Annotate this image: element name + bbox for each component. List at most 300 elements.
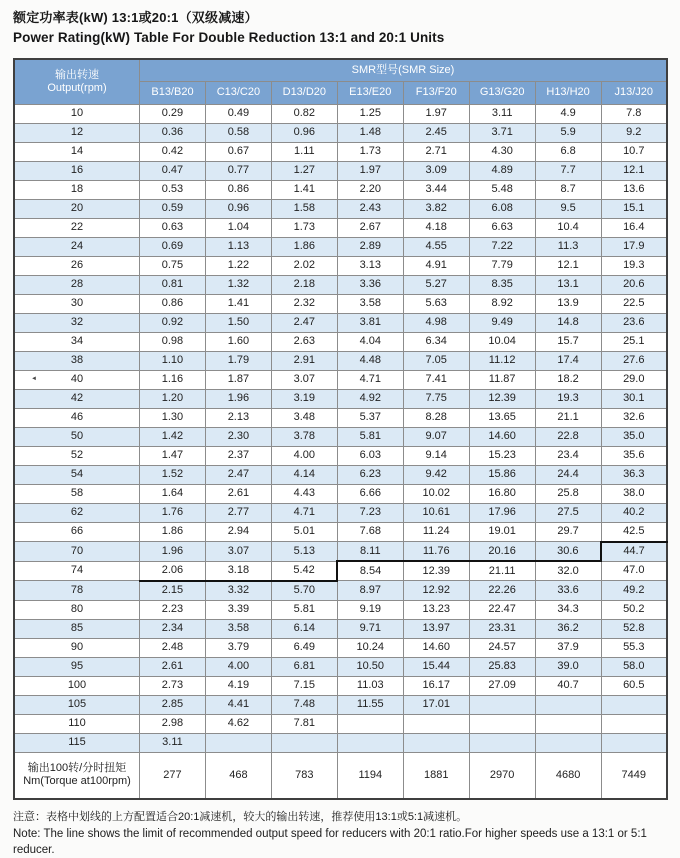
table-cell: 2.73 <box>140 676 206 695</box>
table-cell: 11.3 <box>535 237 601 256</box>
table-cell: 9.2 <box>601 123 667 142</box>
table-cell: 2.15 <box>140 581 206 601</box>
table-cell: 32.0 <box>535 561 601 581</box>
table-cell: 7.75 <box>403 389 469 408</box>
torque-value-cell: 7449 <box>601 752 667 799</box>
table-cell: 5.01 <box>271 522 337 542</box>
table-cell: 36.3 <box>601 465 667 484</box>
table-cell: 4.04 <box>337 332 403 351</box>
table-cell: 0.59 <box>140 199 206 218</box>
table-row <box>14 313 667 332</box>
table-cell: 1.50 <box>205 313 271 332</box>
table-cell: 14.8 <box>535 313 601 332</box>
table-cell: 3.39 <box>205 600 271 619</box>
table-cell: 8.28 <box>403 408 469 427</box>
table-cell: 0.96 <box>205 199 271 218</box>
table-cell: 13.6 <box>601 180 667 199</box>
table-cell-limit-line: 2.06 <box>140 561 206 581</box>
corner-header <box>14 59 140 104</box>
table-cell <box>403 733 469 752</box>
table-cell: 1.86 <box>140 522 206 542</box>
table-cell: 0.42 <box>140 142 206 161</box>
table-row <box>14 389 667 408</box>
table-row <box>14 522 667 542</box>
column-header: B13/B20 <box>140 81 206 104</box>
table-cell: 2.71 <box>403 142 469 161</box>
table-row <box>14 275 667 294</box>
row-label: 52 <box>14 446 140 465</box>
table-cell: 1.13 <box>205 237 271 256</box>
table-cell: 3.44 <box>403 180 469 199</box>
table-row <box>14 180 667 199</box>
table-cell: 2.13 <box>205 408 271 427</box>
row-label: 14 <box>14 142 140 161</box>
table-cell-limit-line: 20.16 <box>469 542 535 562</box>
table-cell: 1.86 <box>271 237 337 256</box>
table-cell: 9.14 <box>403 446 469 465</box>
table-cell: 29.0 <box>601 370 667 389</box>
table-cell: 0.81 <box>140 275 206 294</box>
table-cell: 29.7 <box>535 522 601 542</box>
table-cell: 0.82 <box>271 104 337 123</box>
table-row <box>14 218 667 237</box>
table-cell: 6.03 <box>337 446 403 465</box>
torque-label-zh: 输出100转/分时扭矩 <box>27 762 127 774</box>
table-row <box>14 332 667 351</box>
table-cell: 3.09 <box>403 161 469 180</box>
table-cell-limit-line: 3.18 <box>205 561 271 581</box>
table-cell: 33.6 <box>535 581 601 601</box>
table-cell: 0.47 <box>140 161 206 180</box>
table-cell: 0.96 <box>271 123 337 142</box>
table-cell: 22.8 <box>535 427 601 446</box>
table-cell: 2.02 <box>271 256 337 275</box>
row-label: 50 <box>14 427 140 446</box>
table-cell: 3.82 <box>403 199 469 218</box>
row-label: 16 <box>14 161 140 180</box>
table-row <box>14 733 667 752</box>
column-header: F13/F20 <box>403 81 469 104</box>
table-cell <box>535 714 601 733</box>
table-cell: 2.63 <box>271 332 337 351</box>
table-cell: 15.1 <box>601 199 667 218</box>
table-cell: 7.41 <box>403 370 469 389</box>
table-cell: 17.01 <box>403 695 469 714</box>
row-label: 54 <box>14 465 140 484</box>
table-cell: 3.36 <box>337 275 403 294</box>
page-titles <box>0 0 680 45</box>
table-cell: 0.77 <box>205 161 271 180</box>
table-cell: 4.14 <box>271 465 337 484</box>
table-cell: 27.5 <box>535 503 601 522</box>
table-cell: 0.98 <box>140 332 206 351</box>
table-cell: 19.3 <box>601 256 667 275</box>
table-cell: 7.23 <box>337 503 403 522</box>
table-cell: 12.92 <box>403 581 469 601</box>
table-cell: 11.87 <box>469 370 535 389</box>
row-label: 105 <box>14 695 140 714</box>
table-row <box>14 714 667 733</box>
table-header <box>14 59 667 104</box>
table-cell: 2.45 <box>403 123 469 142</box>
table-cell: 7.48 <box>271 695 337 714</box>
table-cell: 7.79 <box>469 256 535 275</box>
table-cell: 4.71 <box>271 503 337 522</box>
table-cell: 8.35 <box>469 275 535 294</box>
table-cell: 10.7 <box>601 142 667 161</box>
table-cell: 10.61 <box>403 503 469 522</box>
table-cell: 1.87 <box>205 370 271 389</box>
row-label: 100 <box>14 676 140 695</box>
table-cell <box>535 733 601 752</box>
table-cell: 16.80 <box>469 484 535 503</box>
table-cell: 3.78 <box>271 427 337 446</box>
table-cell: 17.9 <box>601 237 667 256</box>
table-cell: 13.23 <box>403 600 469 619</box>
table-cell: 3.19 <box>271 389 337 408</box>
table-cell: 1.25 <box>337 104 403 123</box>
table-body <box>14 104 667 752</box>
table-cell: 14.60 <box>469 427 535 446</box>
table-cell: 7.68 <box>337 522 403 542</box>
row-label: 74 <box>14 561 140 581</box>
table-cell: 1.47 <box>140 446 206 465</box>
column-header: H13/H20 <box>535 81 601 104</box>
table-cell: 25.8 <box>535 484 601 503</box>
table-cell: 55.3 <box>601 638 667 657</box>
table-cell-limit-line: 8.11 <box>337 542 403 562</box>
row-label: 12 <box>14 123 140 142</box>
table-cell: 22.26 <box>469 581 535 601</box>
table-cell: 1.11 <box>271 142 337 161</box>
table-cell <box>469 733 535 752</box>
table-cell: 0.69 <box>140 237 206 256</box>
table-cell: 40.7 <box>535 676 601 695</box>
table-cell: 1.30 <box>140 408 206 427</box>
table-cell: 1.64 <box>140 484 206 503</box>
table-row <box>14 484 667 503</box>
table-cell: 0.75 <box>140 256 206 275</box>
table-row <box>14 370 667 389</box>
table-cell: 1.10 <box>140 351 206 370</box>
table-cell: 1.73 <box>337 142 403 161</box>
table-cell: 0.36 <box>140 123 206 142</box>
table-cell: 2.20 <box>337 180 403 199</box>
table-cell: 0.29 <box>140 104 206 123</box>
table-cell: 4.55 <box>403 237 469 256</box>
torque-value-cell: 4680 <box>535 752 601 799</box>
table-cell: 40.2 <box>601 503 667 522</box>
row-label: 38 <box>14 351 140 370</box>
table-footer <box>14 752 667 799</box>
table-cell: 3.32 <box>205 581 271 601</box>
table-cell: 1.32 <box>205 275 271 294</box>
table-cell: 7.05 <box>403 351 469 370</box>
table-cell: 3.13 <box>337 256 403 275</box>
table-cell <box>601 714 667 733</box>
row-label: 28 <box>14 275 140 294</box>
table-cell: 11.55 <box>337 695 403 714</box>
table-row <box>14 561 667 581</box>
table-cell: 8.97 <box>337 581 403 601</box>
table-cell: 4.41 <box>205 695 271 714</box>
column-header: G13/G20 <box>469 81 535 104</box>
table-cell: 0.92 <box>140 313 206 332</box>
table-cell: 24.4 <box>535 465 601 484</box>
table-cell: 5.13 <box>271 542 337 562</box>
corner-header-en: Output(rpm) <box>47 81 107 94</box>
table-cell: 1.73 <box>271 218 337 237</box>
table-cell: 4.62 <box>205 714 271 733</box>
table-cell: 7.81 <box>271 714 337 733</box>
table-cell <box>403 714 469 733</box>
table-cell: 30.1 <box>601 389 667 408</box>
torque-value-cell: 1881 <box>403 752 469 799</box>
table-cell: 1.52 <box>140 465 206 484</box>
table-cell: 2.37 <box>205 446 271 465</box>
table-cell: 2.85 <box>140 695 206 714</box>
table-cell: 27.09 <box>469 676 535 695</box>
table-cell: 19.01 <box>469 522 535 542</box>
table-cell: 1.41 <box>205 294 271 313</box>
table-cell-limit-line: 8.54 <box>337 561 403 581</box>
table-cell: 58.0 <box>601 657 667 676</box>
smr-size-group-header: SMR型号(SMR Size) <box>140 59 668 81</box>
table-row <box>14 237 667 256</box>
row-label: 40 ◄ <box>14 370 140 389</box>
row-label: 20 <box>14 199 140 218</box>
table-cell: 0.86 <box>205 180 271 199</box>
table-cell: 0.58 <box>205 123 271 142</box>
table-cell: 4.92 <box>337 389 403 408</box>
table-row <box>14 256 667 275</box>
table-cell: 2.48 <box>140 638 206 657</box>
table-cell: 4.30 <box>469 142 535 161</box>
table-row <box>14 294 667 313</box>
table-cell: 4.19 <box>205 676 271 695</box>
table-cell <box>469 695 535 714</box>
table-cell: 6.23 <box>337 465 403 484</box>
table-cell: 9.71 <box>337 619 403 638</box>
table-cell: 10.24 <box>337 638 403 657</box>
footnotes <box>13 810 680 858</box>
table-cell: 11.24 <box>403 522 469 542</box>
table-cell: 2.18 <box>271 275 337 294</box>
table-cell: 1.41 <box>271 180 337 199</box>
page-title-english: Power Rating(kW) Table For Double Reduction 13:1 and 20:1 Units <box>13 30 445 45</box>
table-cell: 1.60 <box>205 332 271 351</box>
table-cell: 6.63 <box>469 218 535 237</box>
table-cell-limit-line: 11.76 <box>403 542 469 562</box>
table-cell: 2.47 <box>271 313 337 332</box>
table-cell: 1.04 <box>205 218 271 237</box>
table-cell: 1.97 <box>403 104 469 123</box>
table-cell: 3.48 <box>271 408 337 427</box>
table-row <box>14 600 667 619</box>
table-row <box>14 161 667 180</box>
row-label: 46 <box>14 408 140 427</box>
table-cell: 2.61 <box>205 484 271 503</box>
table-cell: 5.48 <box>469 180 535 199</box>
table-row <box>14 542 667 562</box>
table-row <box>14 638 667 657</box>
table-cell: 4.91 <box>403 256 469 275</box>
table-row <box>14 123 667 142</box>
table-cell: 5.63 <box>403 294 469 313</box>
table-cell <box>205 733 271 752</box>
table-cell: 3.58 <box>337 294 403 313</box>
table-cell: 3.79 <box>205 638 271 657</box>
row-label: 30 <box>14 294 140 313</box>
table-cell: 5.27 <box>403 275 469 294</box>
table-cell: 9.19 <box>337 600 403 619</box>
row-label: 90 <box>14 638 140 657</box>
table-cell: 2.98 <box>140 714 206 733</box>
table-cell: 10.4 <box>535 218 601 237</box>
table-cell: 9.42 <box>403 465 469 484</box>
table-cell: 11.12 <box>469 351 535 370</box>
table-cell: 7.7 <box>535 161 601 180</box>
column-header: E13/E20 <box>337 81 403 104</box>
table-cell: 49.2 <box>601 581 667 601</box>
table-cell: 5.9 <box>535 123 601 142</box>
table-row <box>14 676 667 695</box>
table-cell: 2.94 <box>205 522 271 542</box>
torque-value-cell: 2970 <box>469 752 535 799</box>
table-row <box>14 104 667 123</box>
table-cell: 3.07 <box>271 370 337 389</box>
table-row <box>14 503 667 522</box>
table-cell: 5.81 <box>271 600 337 619</box>
row-label: 10 <box>14 104 140 123</box>
row-label: 62 <box>14 503 140 522</box>
row-label: 22 <box>14 218 140 237</box>
table-cell: 3.81 <box>337 313 403 332</box>
table-cell: 2.61 <box>140 657 206 676</box>
table-cell: 23.6 <box>601 313 667 332</box>
table-cell: 21.11 <box>469 561 535 581</box>
table-cell: 8.7 <box>535 180 601 199</box>
table-cell: 13.97 <box>403 619 469 638</box>
table-cell: 4.00 <box>271 446 337 465</box>
table-cell: 47.0 <box>601 561 667 581</box>
table-cell: 6.49 <box>271 638 337 657</box>
table-cell: 36.2 <box>535 619 601 638</box>
table-cell: 1.20 <box>140 389 206 408</box>
table-cell: 23.31 <box>469 619 535 638</box>
row-label: 66 <box>14 522 140 542</box>
table-cell: 2.67 <box>337 218 403 237</box>
table-cell: 5.37 <box>337 408 403 427</box>
table-cell: 16.17 <box>403 676 469 695</box>
table-cell: 15.7 <box>535 332 601 351</box>
table-cell: 17.4 <box>535 351 601 370</box>
table-cell: 1.76 <box>140 503 206 522</box>
table-cell: 4.00 <box>205 657 271 676</box>
table-cell-limit-line: 44.7 <box>601 542 667 562</box>
column-header: J13/J20 <box>601 81 667 104</box>
table-cell: 1.96 <box>205 389 271 408</box>
table-cell: 6.08 <box>469 199 535 218</box>
table-row <box>14 408 667 427</box>
table-cell: 15.44 <box>403 657 469 676</box>
table-cell: 3.11 <box>469 104 535 123</box>
table-row <box>14 199 667 218</box>
column-header: D13/D20 <box>271 81 337 104</box>
table-cell: 6.34 <box>403 332 469 351</box>
power-rating-table <box>13 58 668 800</box>
table-cell: 7.22 <box>469 237 535 256</box>
table-cell: 4.9 <box>535 104 601 123</box>
table-cell: 20.6 <box>601 275 667 294</box>
table-cell: 15.23 <box>469 446 535 465</box>
table-cell: 5.70 <box>271 581 337 601</box>
table-cell: 1.48 <box>337 123 403 142</box>
table-cell: 1.27 <box>271 161 337 180</box>
torque-row-label <box>14 752 140 799</box>
row-label: 58 <box>14 484 140 503</box>
table-cell: 8.92 <box>469 294 535 313</box>
table-cell <box>601 733 667 752</box>
row-label: 85 <box>14 619 140 638</box>
table-cell-limit-line: 30.6 <box>535 542 601 562</box>
torque-value-cell: 468 <box>205 752 271 799</box>
torque-value-cell: 1194 <box>337 752 403 799</box>
table-cell: 7.15 <box>271 676 337 695</box>
table-cell: 22.5 <box>601 294 667 313</box>
row-label: 80 <box>14 600 140 619</box>
table-cell: 6.66 <box>337 484 403 503</box>
row-label: 26 <box>14 256 140 275</box>
table-cell: 0.53 <box>140 180 206 199</box>
table-cell: 2.89 <box>337 237 403 256</box>
note-chinese: 注意：表格中划线的上方配置适合20:1减速机，较大的输出转速，推荐使用13:1或5:1减速机。 <box>13 810 468 823</box>
table-cell: 12.1 <box>601 161 667 180</box>
table-cell-limit-line: 5.42 <box>271 561 337 581</box>
table-cell: 17.96 <box>469 503 535 522</box>
table-cell: 2.34 <box>140 619 206 638</box>
table-cell: 15.86 <box>469 465 535 484</box>
table-cell: 6.81 <box>271 657 337 676</box>
table-cell: 2.32 <box>271 294 337 313</box>
table-cell: 2.47 <box>205 465 271 484</box>
table-cell: 2.91 <box>271 351 337 370</box>
table-cell: 4.98 <box>403 313 469 332</box>
table-row <box>14 619 667 638</box>
table-cell: 1.79 <box>205 351 271 370</box>
row-label: 70 <box>14 542 140 562</box>
table-cell: 35.6 <box>601 446 667 465</box>
row-label: 95 <box>14 657 140 676</box>
note-english: Note: The line shows the limit of recommended output speed for reducers with 20:1 ratio.For higher speeds use a 13:1 or 5:1 reducer. <box>13 827 647 856</box>
table-cell: 2.77 <box>205 503 271 522</box>
row-label: 32 <box>14 313 140 332</box>
table-cell: 9.5 <box>535 199 601 218</box>
column-header: C13/C20 <box>205 81 271 104</box>
table-cell: 37.9 <box>535 638 601 657</box>
table-cell: 9.07 <box>403 427 469 446</box>
table-cell: 13.9 <box>535 294 601 313</box>
table-cell: 0.63 <box>140 218 206 237</box>
table-cell: 52.8 <box>601 619 667 638</box>
cursor-artifact-icon: ◄ <box>31 375 37 382</box>
table-cell: 1.58 <box>271 199 337 218</box>
table-cell: 1.42 <box>140 427 206 446</box>
torque-value-cell: 783 <box>271 752 337 799</box>
table-cell: 4.43 <box>271 484 337 503</box>
table-row <box>14 657 667 676</box>
table-row <box>14 446 667 465</box>
